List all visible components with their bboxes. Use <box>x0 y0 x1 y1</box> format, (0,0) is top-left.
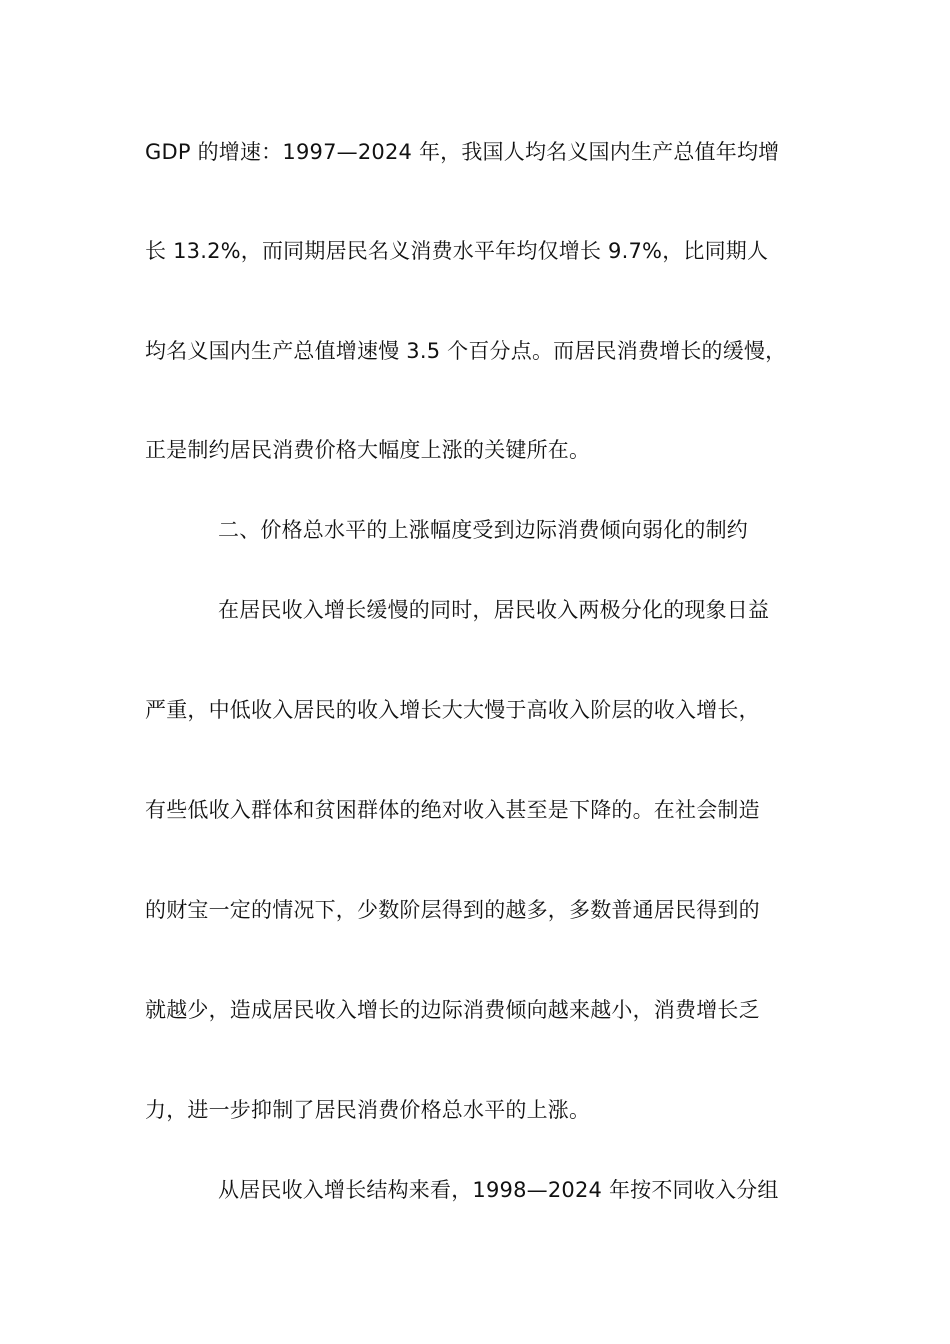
paragraph-line: 长 13.2%，而同期居民名义消费水平年均仅增长 9.7%，比同期人 <box>145 239 769 263</box>
paragraph-line: 正是制约居民消费价格大幅度上涨的关键所在。 <box>145 438 591 462</box>
paragraph-line: 从居民收入增长结构来看，1998—2024 年按不同收入分组 <box>218 1178 779 1202</box>
paragraph-line: 在居民收入增长缓慢的同时，居民收入两极分化的现象日益 <box>218 598 770 622</box>
paragraph-line: GDP 的增速：1997—2024 年，我国人均名义国内生产总值年均增 <box>145 140 780 164</box>
paragraph-line: 严重，中低收入居民的收入增长大大慢于高收入阶层的收入增长， <box>145 698 760 722</box>
paragraph-line: 就越少，造成居民收入增长的边际消费倾向越来越小，消费增长乏 <box>145 998 760 1022</box>
paragraph-line: 的财宝一定的情况下，少数阶层得到的越多，多数普通居民得到的 <box>145 898 760 922</box>
paragraph-line: 力，进一步抑制了居民消费价格总水平的上涨。 <box>145 1098 591 1122</box>
paragraph-line: 均名义国内生产总值增速慢 3.5 个百分点。而居民消费增长的缓慢， <box>145 339 787 363</box>
section-heading: 二、价格总水平的上涨幅度受到边际消费倾向弱化的制约 <box>218 518 748 542</box>
paragraph-line: 有些低收入群体和贫困群体的绝对收入甚至是下降的。在社会制造 <box>145 798 760 822</box>
